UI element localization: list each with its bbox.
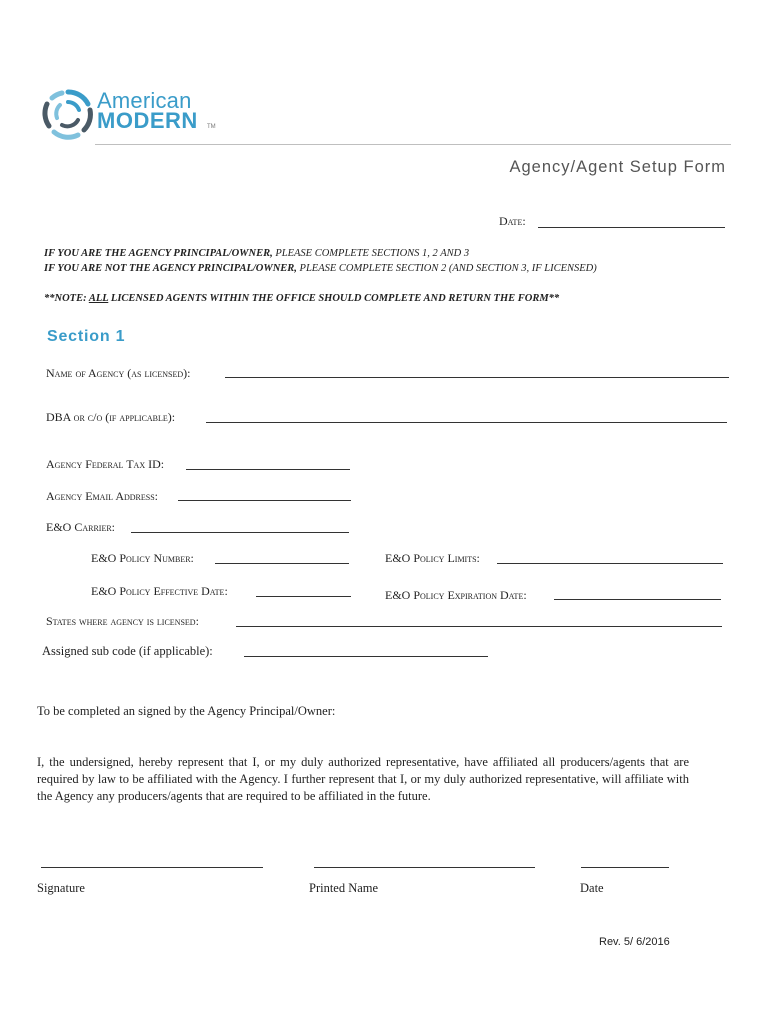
completion-intro: To be completed an signed by the Agency Principal/Owner:: [37, 704, 336, 718]
date-field[interactable]: [538, 227, 725, 228]
agency-email-label: Agency Email Address:: [46, 489, 159, 503]
eo-expiration-date-label: E&O Policy Expiration Date:: [385, 588, 527, 602]
signature-field[interactable]: [41, 867, 263, 868]
dba-label: DBA or c/o (if applicable):: [46, 410, 176, 424]
revision-date: Rev. 5/ 6/2016: [599, 936, 670, 948]
instruction-line-1: IF YOU ARE THE AGENCY PRINCIPAL/OWNER, PLEASE COMPLETE SECTIONS 1, 2 AND 3: [44, 248, 470, 259]
instruction-note: **NOTE: ALL LICENSED AGENTS WITHIN THE OFFICE SHOULD COMPLETE AND RETURN THE FORM**: [44, 293, 560, 304]
eo-carrier-field[interactable]: [131, 532, 349, 533]
logo-wordmark-american: American: [97, 88, 192, 113]
agency-name-field[interactable]: [225, 377, 729, 378]
eo-policy-number-label: E&O Policy Number:: [91, 551, 194, 565]
logo-trademark: TM: [207, 124, 216, 130]
signature-date-label: Date: [580, 881, 604, 895]
signature-date-field[interactable]: [581, 867, 669, 868]
american-modern-logo: [40, 86, 96, 142]
signature-label: Signature: [37, 881, 85, 895]
agency-name-label: Name of Agency (as licensed):: [46, 366, 191, 380]
states-licensed-field[interactable]: [236, 626, 722, 627]
section-1-heading: Section 1: [47, 328, 126, 345]
eo-carrier-label: E&O Carrier:: [46, 520, 116, 534]
printed-name-field[interactable]: [314, 867, 535, 868]
affiliation-statement: I, the undersigned, hereby represent that I, or my duly authorized representative, have affiliated all producers/agents that are required by law to be affiliated with the Agency. I further represent that I, or my duly authorized representative, will affiliate with the Agency any producers/agents that are required to be affiliated in the future.: [37, 755, 689, 803]
tax-id-field[interactable]: [186, 469, 350, 470]
agency-email-field[interactable]: [178, 500, 351, 501]
tax-id-label: Agency Federal Tax ID:: [46, 457, 165, 471]
eo-effective-date-label: E&O Policy Effective Date:: [91, 584, 228, 598]
eo-expiration-date-field[interactable]: [554, 599, 721, 600]
eo-effective-date-field[interactable]: [256, 596, 351, 597]
date-label: Date:: [499, 214, 526, 228]
header-divider: [95, 144, 731, 145]
logo-wordmark-modern: MODERN: [97, 108, 198, 133]
dba-field[interactable]: [206, 422, 727, 423]
eo-policy-number-field[interactable]: [215, 563, 349, 564]
eo-policy-limits-field[interactable]: [497, 563, 723, 564]
instruction-line-2: IF YOU ARE NOT THE AGENCY PRINCIPAL/OWNER, PLEASE COMPLETE SECTION 2 (AND SECTION 3, IF LICENSED): [44, 263, 597, 274]
printed-name-label: Printed Name: [309, 881, 379, 895]
states-licensed-label: States where agency is licensed:: [46, 614, 199, 628]
form-title: Agency/Agent Setup Form: [509, 158, 726, 176]
eo-policy-limits-label: E&O Policy Limits:: [385, 551, 480, 565]
sub-code-field[interactable]: [244, 656, 488, 657]
sub-code-label: Assigned sub code (if applicable):: [42, 644, 213, 658]
